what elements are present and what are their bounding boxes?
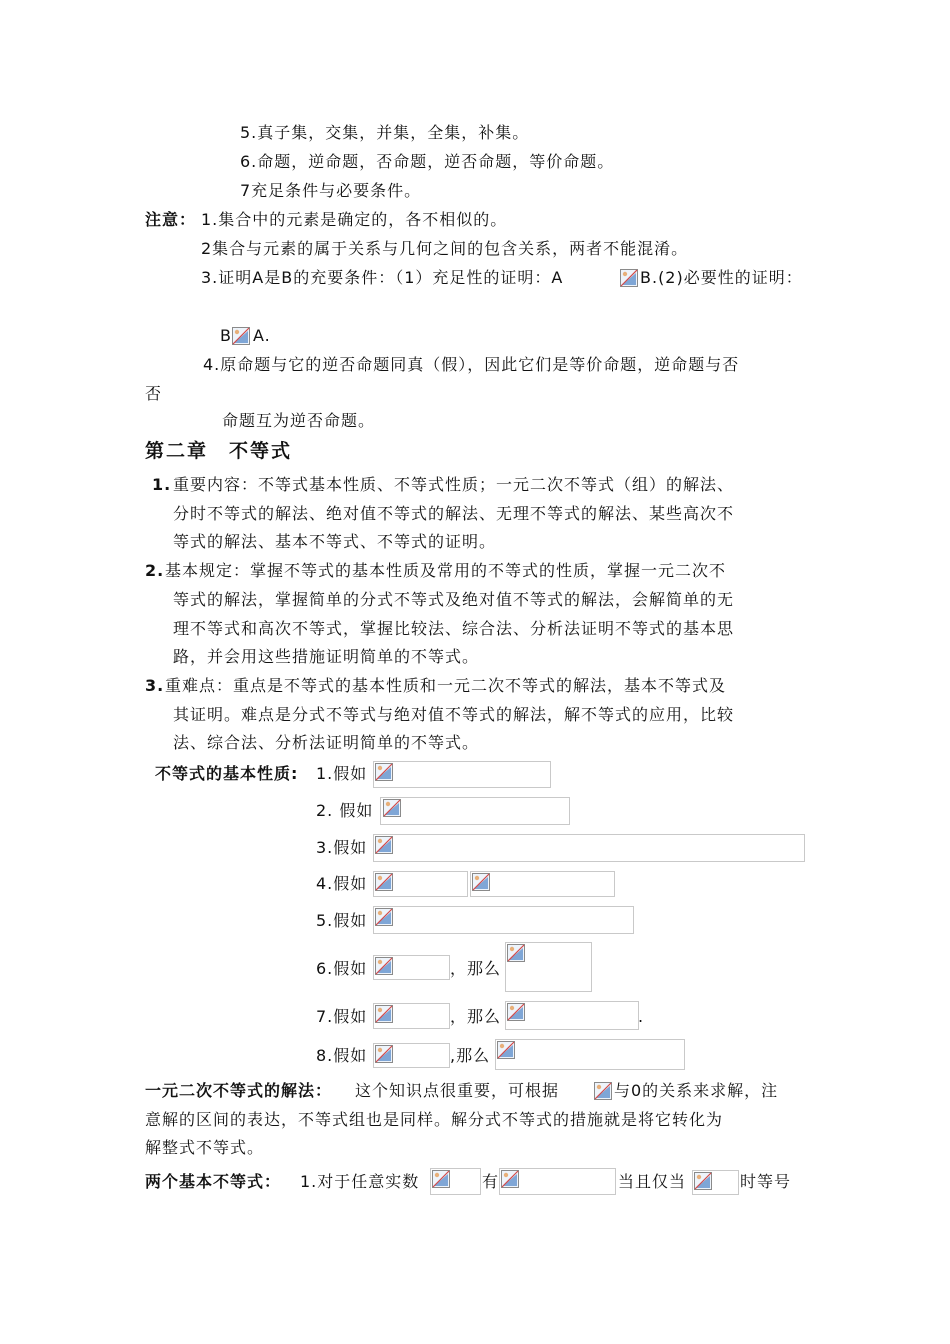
item-2-number: 2. (145, 561, 165, 580)
formula-image (495, 1039, 685, 1070)
property-5: 5.假如 (316, 911, 368, 930)
formula-image (470, 871, 615, 897)
quadratic-line-2: 意解的区间的表达，不等式组也是同样。解分式不等式的措施就是将它转化为 (145, 1110, 724, 1129)
item-1-number: 1. (152, 475, 172, 494)
broken-image-icon (375, 873, 393, 891)
formula-image (373, 834, 805, 862)
note-3-part-b: B.(2)必要性的证明： (640, 268, 803, 287)
item-1-line-2: 分时不等式的解法、绝对值不等式的解法、无理不等式的解法、某些高次不 (173, 504, 735, 523)
broken-image-icon (383, 799, 401, 817)
note-3-part-a: 3.证明A是B的充要条件：（1）充足性的证明：A (201, 268, 564, 287)
item-2-line-2: 等式的解法，掌握简单的分式不等式及绝对值不等式的解法，会解简单的无 (173, 590, 735, 609)
quadratic-line-1a: 这个知识点很重要，可根据 (355, 1081, 560, 1100)
item-3-line-3: 法、综合法、分析法证明简单的不等式。 (173, 733, 480, 752)
broken-image-icon (232, 327, 250, 345)
item-2-line-1: 基本规定：掌握不等式的基本性质及常用的不等式的性质，掌握一元二次不 (165, 561, 727, 580)
property-8-then: ,那么 (450, 1046, 491, 1065)
formula-image (373, 761, 551, 788)
property-8: 8.假如 (316, 1046, 368, 1065)
broken-image-icon (472, 873, 490, 891)
set-item-5: 5.真子集，交集，并集，全集，补集。 (240, 123, 530, 142)
item-3-line-1: 重难点：重点是不等式的基本性质和一元二次不等式的解法，基本不等式及 (165, 676, 727, 695)
set-item-6: 6.命题，逆命题，否命题，逆否命题，等价命题。 (240, 152, 615, 171)
note-4-line-2: 命题互为逆否命题。 (222, 411, 376, 430)
note-2: 2集合与元素的属于关系与几何之间的包含关系，两者不能混淆。 (201, 239, 689, 258)
set-item-7: 7充足条件与必要条件。 (240, 181, 422, 200)
broken-image-icon (375, 1045, 393, 1063)
item-2-line-3: 理不等式和高次不等式，掌握比较法、综合法、分析法证明不等式的基本思 (173, 619, 735, 638)
broken-image-icon (432, 1170, 450, 1188)
broken-image-icon (507, 1003, 525, 1021)
two-inequalities-text-d: 时等号 (740, 1172, 792, 1191)
note-4-wrap: 否 (145, 384, 163, 403)
property-6-then: ，那么 (450, 959, 502, 978)
note-4-line-1: 4.原命题与它的逆否命题同真（假），因此它们是等价命题，逆命题与否 (203, 355, 740, 374)
property-7: 7.假如 (316, 1007, 368, 1026)
broken-image-icon (501, 1170, 519, 1188)
two-inequalities-label: 两个基本不等式： (145, 1172, 282, 1191)
two-inequalities-text-a: 1.对于任意实数 (300, 1172, 420, 1191)
item-3-number: 3. (145, 676, 165, 695)
two-inequalities-text-b: 有 (482, 1172, 500, 1191)
note-1: 1.集合中的元素是确定的，各不相似的。 (201, 210, 508, 229)
broken-image-icon (497, 1041, 515, 1059)
broken-image-icon (375, 908, 393, 926)
formula-image (505, 1001, 639, 1030)
item-2-line-4: 路，并会用这些措施证明简单的不等式。 (173, 647, 480, 666)
broken-image-icon (620, 269, 638, 287)
item-1-line-1: 重要内容：不等式基本性质、不等式性质；一元二次不等式（组）的解法、 (173, 475, 735, 494)
property-7-then: ，那么 (450, 1007, 502, 1026)
broken-image-icon (694, 1172, 712, 1190)
note-3-part-d: A. (253, 326, 271, 345)
properties-label: 不等式的基本性质: (155, 764, 299, 783)
property-2: 2. 假如 (316, 801, 374, 820)
two-inequalities-text-c: 当且仅当 (618, 1172, 687, 1191)
broken-image-icon (375, 763, 393, 781)
quadratic-line-3: 解整式不等式。 (145, 1138, 265, 1157)
property-4: 4.假如 (316, 874, 368, 893)
formula-image (373, 906, 634, 934)
notes-label: 注意： (145, 210, 197, 229)
quadratic-line-1b: 与0的关系来求解，注 (614, 1081, 779, 1100)
property-1: 1.假如 (316, 764, 368, 783)
formula-image (380, 797, 570, 825)
note-3-part-c: B (220, 326, 232, 345)
broken-image-icon (507, 944, 525, 962)
item-3-line-2: 其证明。难点是分式不等式与绝对值不等式的解法，解不等式的应用，比较 (173, 705, 735, 724)
property-7-period: . (638, 1007, 645, 1026)
broken-image-icon (375, 836, 393, 854)
broken-image-icon (594, 1082, 612, 1100)
property-3: 3.假如 (316, 838, 368, 857)
property-6: 6.假如 (316, 959, 368, 978)
quadratic-label: 一元二次不等式的解法： (145, 1081, 333, 1100)
broken-image-icon (375, 957, 393, 975)
chapter-title: 第二章 不等式 (145, 440, 293, 462)
broken-image-icon (375, 1005, 393, 1023)
item-1-line-3: 等式的解法、基本不等式、不等式的证明。 (173, 532, 497, 551)
